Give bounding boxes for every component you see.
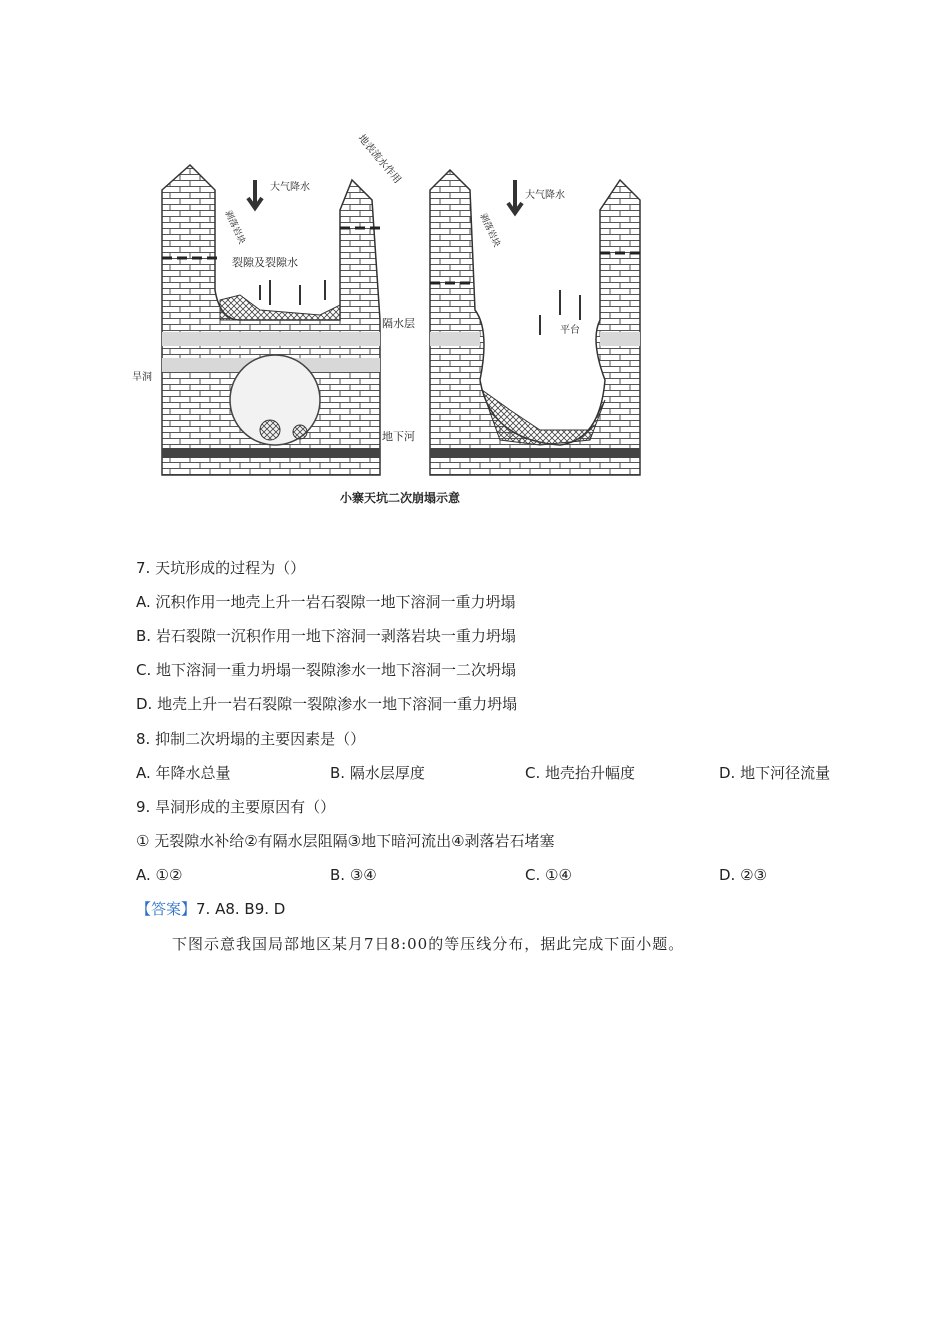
question-7-option-a: A. 沉积作用一地壳上升一岩石裂隙一地下溶洞一重力坍塌 — [136, 593, 516, 611]
label-precip-right: 大气降水 — [525, 190, 565, 201]
question-8-option-a: A. 年降水总量 — [136, 764, 231, 782]
question-7-option-c: C. 地下溶洞一重力坍塌一裂隙渗水一地下溶洞一二次坍塌 — [136, 661, 517, 679]
answer-line — [136, 899, 285, 919]
next-section-intro: 下图示意我国局部地区某月7日8:00的等压线分布，据此完成下面小题。 — [172, 935, 685, 953]
answer-tag: 【答案】 — [136, 900, 197, 918]
question-7-option-d: D. 地壳上升一岩石裂隙一裂隙渗水一地下溶洞一重力坍塌 — [136, 695, 518, 713]
question-8-option-b: B. 隔水层厚度 — [330, 764, 425, 782]
label-precip-left: 大气降水 — [270, 182, 310, 193]
question-8-option-d: D. 地下河径流量 — [719, 764, 831, 782]
label-aquiclude: 隔水层 — [382, 317, 415, 330]
question-9-option-d: D. ②③ — [719, 866, 767, 884]
label-flow: 地表流水作用 — [355, 132, 403, 186]
question-9-stem: 9. 旱洞形成的主要原因有（） — [136, 798, 336, 816]
label-underground-river: 地下河 — [382, 430, 415, 443]
question-7-option-b: B. 岩石裂隙一沉积作用一地下溶洞一剥落岩块一重力坍塌 — [136, 627, 516, 645]
question-9-option-a: A. ①② — [136, 866, 183, 884]
karst-sinkhole-figure — [120, 120, 660, 530]
label-rockfall-right: 剥落岩块 — [477, 212, 502, 249]
label-fissure: 裂隙及裂隙水 — [232, 256, 298, 269]
right-panel — [430, 170, 640, 475]
left-panel — [162, 165, 380, 475]
label-platform: 平台 — [560, 325, 580, 336]
figure-caption: 小寨天坑二次崩塌示意 — [340, 491, 461, 505]
label-rockfall-left: 剥落岩块 — [222, 209, 247, 246]
label-dry-cave: 旱洞 — [132, 372, 152, 383]
question-7-stem: 7. 天坑形成的过程为（） — [136, 559, 306, 577]
question-9-statement: ① 无裂隙水补给②有隔水层阻隔③地下暗河流出④剥落岩石堵塞 — [136, 832, 555, 850]
question-8-stem: 8. 抑制二次坍塌的主要因素是（） — [136, 730, 366, 748]
answer-text: 7. A8. B9. D — [196, 900, 286, 918]
question-9-option-b: B. ③④ — [330, 866, 377, 884]
question-9-option-c: C. ①④ — [525, 866, 572, 884]
question-8-option-c: C. 地壳抬升幅度 — [525, 764, 636, 782]
